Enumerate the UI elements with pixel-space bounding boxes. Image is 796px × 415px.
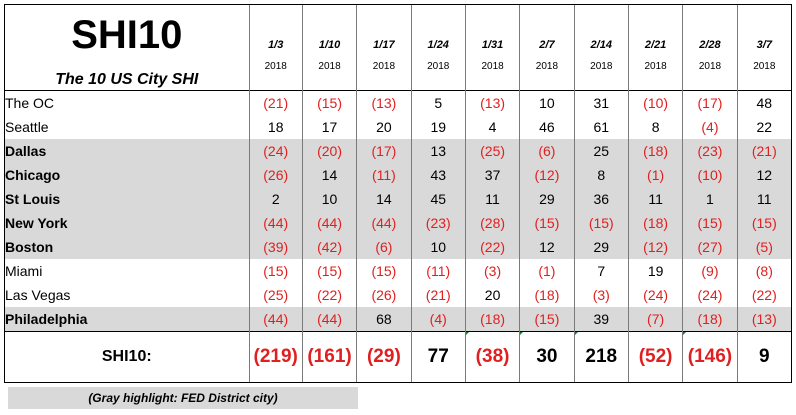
city-name: Boston xyxy=(5,235,250,259)
total-value-text: 30 xyxy=(536,346,558,367)
total-value xyxy=(683,332,737,383)
date-label: 1/3 xyxy=(268,39,284,51)
total-value xyxy=(249,332,302,383)
total-value-text: 9 xyxy=(759,346,770,367)
shi-value: 17 xyxy=(302,115,356,139)
shi-value: (44) xyxy=(249,211,302,235)
shi-value: (15) xyxy=(737,211,791,235)
table-row xyxy=(5,91,792,116)
year-label: 2018 xyxy=(427,61,450,72)
table-row xyxy=(5,139,792,163)
shi-value: (8) xyxy=(737,259,791,283)
shi-value: (4) xyxy=(683,115,737,139)
date-label: 1/10 xyxy=(318,39,341,51)
table-row xyxy=(5,163,792,187)
shi-value: (10) xyxy=(683,163,737,187)
shi-value: (13) xyxy=(357,91,411,116)
shi-value: (18) xyxy=(628,211,682,235)
date-header xyxy=(302,5,356,91)
total-value-text: (146) xyxy=(687,346,733,367)
shi-value: 11 xyxy=(737,187,791,211)
shi-value: 25 xyxy=(574,139,628,163)
shi-value: (25) xyxy=(465,139,519,163)
shi-value: 20 xyxy=(465,283,519,307)
shi-value: (22) xyxy=(737,283,791,307)
shi-value: 61 xyxy=(574,115,628,139)
shi-value: 12 xyxy=(737,163,791,187)
shi-value: (15) xyxy=(520,211,574,235)
shi-value: 45 xyxy=(411,187,465,211)
cell-comment-marker-icon xyxy=(574,332,579,337)
shi-value: 31 xyxy=(574,91,628,116)
total-value xyxy=(737,332,791,383)
city-name: Seattle xyxy=(5,115,250,139)
date-header xyxy=(574,5,628,91)
page-title: SHI10 xyxy=(71,13,183,57)
date-label: 1/17 xyxy=(373,39,395,51)
shi-value: (13) xyxy=(465,91,519,116)
shi-value: (15) xyxy=(302,91,356,116)
shi-value: (15) xyxy=(520,307,574,332)
totals-label: SHI10: xyxy=(5,332,250,383)
year-label: 2018 xyxy=(753,61,776,72)
city-name: Chicago xyxy=(5,163,250,187)
shi-value: (44) xyxy=(302,307,356,332)
shi-value: (20) xyxy=(302,139,356,163)
date-header xyxy=(628,5,682,91)
shi-value: (5) xyxy=(737,235,791,259)
date-label: 1/31 xyxy=(481,39,504,51)
shi-value: 36 xyxy=(574,187,628,211)
table-row xyxy=(5,307,792,332)
total-value-text: (52) xyxy=(638,346,673,367)
total-value xyxy=(574,332,628,383)
shi-value: 7 xyxy=(574,259,628,283)
date-header xyxy=(357,5,411,91)
legend-note: (Gray highlight: FED District city) xyxy=(8,387,358,409)
shi-value: (44) xyxy=(357,211,411,235)
shi-value: (22) xyxy=(465,235,519,259)
total-value xyxy=(357,332,411,383)
shi-value: (7) xyxy=(628,307,682,332)
city-name: Las Vegas xyxy=(5,283,250,307)
title-cell xyxy=(5,5,250,91)
shi-value: 19 xyxy=(411,115,465,139)
date-header xyxy=(411,5,465,91)
shi-value: (12) xyxy=(628,235,682,259)
date-label: 3/7 xyxy=(756,39,772,51)
total-value xyxy=(411,332,465,383)
header-row xyxy=(5,5,792,91)
total-value xyxy=(302,332,356,383)
shi-value: (13) xyxy=(737,307,791,332)
shi-value: (23) xyxy=(683,139,737,163)
shi-value: 37 xyxy=(465,163,519,187)
shi-value: (18) xyxy=(465,307,519,332)
shi-value: 13 xyxy=(411,139,465,163)
city-name: Dallas xyxy=(5,139,250,163)
shi-value: 68 xyxy=(357,307,411,332)
shi-value: (24) xyxy=(249,139,302,163)
shi-value: (21) xyxy=(411,283,465,307)
date-header xyxy=(520,5,574,91)
shi-value: 18 xyxy=(249,115,302,139)
shi-value: 2 xyxy=(249,187,302,211)
date-header xyxy=(683,5,737,91)
shi-value: (24) xyxy=(683,283,737,307)
shi-value: 4 xyxy=(465,115,519,139)
year-label: 2018 xyxy=(535,61,559,72)
cell-comment-marker-icon xyxy=(465,332,470,337)
city-name: Philadelphia xyxy=(5,307,250,332)
shi-value: 8 xyxy=(628,115,682,139)
year-label: 2018 xyxy=(372,61,396,72)
shi-value: (24) xyxy=(628,283,682,307)
date-label: 2/7 xyxy=(539,39,555,51)
date-header xyxy=(249,5,302,91)
shi-value: (18) xyxy=(520,283,574,307)
shi-value: (26) xyxy=(249,163,302,187)
shi-value: (12) xyxy=(520,163,574,187)
shi-value: (23) xyxy=(411,211,465,235)
shi-value: (17) xyxy=(683,91,737,116)
shi-value: 1 xyxy=(683,187,737,211)
date-label: 1/24 xyxy=(427,39,449,51)
shi-value: (21) xyxy=(249,91,302,116)
shi-value: (44) xyxy=(249,307,302,332)
shi-value: (15) xyxy=(302,259,356,283)
shi-value: (26) xyxy=(357,283,411,307)
shi-value: 10 xyxy=(411,235,465,259)
shi-value: 39 xyxy=(574,307,628,332)
shi-value: 46 xyxy=(520,115,574,139)
shi-value: 19 xyxy=(628,259,682,283)
shi-value: (15) xyxy=(249,259,302,283)
shi-value: 14 xyxy=(302,163,356,187)
shi-value: 11 xyxy=(628,187,682,211)
shi-value: 11 xyxy=(465,187,519,211)
shi-value: (1) xyxy=(628,163,682,187)
shi-value: (15) xyxy=(683,211,737,235)
date-label: 2/14 xyxy=(590,39,612,51)
year-label: 2018 xyxy=(644,61,667,72)
shi-value: 29 xyxy=(520,187,574,211)
city-name: St Louis xyxy=(5,187,250,211)
cell-comment-marker-icon xyxy=(683,332,688,337)
shi-value: (42) xyxy=(302,235,356,259)
cell-comment-marker-icon xyxy=(520,332,525,337)
table-row xyxy=(5,235,792,259)
total-value xyxy=(628,332,682,383)
page-subtitle: The 10 US City SHI xyxy=(55,71,199,88)
city-name: The OC xyxy=(5,91,250,116)
shi-value: (25) xyxy=(249,283,302,307)
shi-value: (27) xyxy=(683,235,737,259)
totals-row xyxy=(5,332,792,383)
shi-value: (15) xyxy=(574,211,628,235)
shi-value: 20 xyxy=(357,115,411,139)
table-row xyxy=(5,115,792,139)
shi-value: 48 xyxy=(737,91,791,116)
table-row xyxy=(5,187,792,211)
shi-value: 10 xyxy=(302,187,356,211)
shi-value: (21) xyxy=(737,139,791,163)
shi-value: (22) xyxy=(302,283,356,307)
shi-value: (18) xyxy=(683,307,737,332)
total-value xyxy=(520,332,574,383)
shi-value: (39) xyxy=(249,235,302,259)
city-name: New York xyxy=(5,211,250,235)
shi-value: (6) xyxy=(357,235,411,259)
shi-value: 14 xyxy=(357,187,411,211)
shi-value: (44) xyxy=(302,211,356,235)
shi-value: 22 xyxy=(737,115,791,139)
total-value-text: (38) xyxy=(475,346,510,367)
shi-value: 43 xyxy=(411,163,465,187)
shi-value: 10 xyxy=(520,91,574,116)
year-label: 2018 xyxy=(590,61,613,72)
shi-value: (17) xyxy=(357,139,411,163)
shi10-table xyxy=(4,4,792,383)
city-name: Miami xyxy=(5,259,250,283)
total-value xyxy=(465,332,519,383)
shi-value: (9) xyxy=(683,259,737,283)
shi-value: (11) xyxy=(411,259,465,283)
shi-value: (15) xyxy=(357,259,411,283)
shi-value: (10) xyxy=(628,91,682,116)
shi-value: 12 xyxy=(520,235,574,259)
date-label: 2/21 xyxy=(644,39,667,51)
shi-value: (6) xyxy=(520,139,574,163)
table-row xyxy=(5,259,792,283)
shi-value: (1) xyxy=(520,259,574,283)
total-value-text: (219) xyxy=(253,346,298,367)
total-value-text: 77 xyxy=(427,346,449,367)
shi-value: 8 xyxy=(574,163,628,187)
date-label: 2/28 xyxy=(699,39,721,51)
shi-value: (3) xyxy=(465,259,519,283)
year-label: 2018 xyxy=(698,61,722,72)
date-header xyxy=(737,5,791,91)
total-value-text: (161) xyxy=(307,346,352,367)
date-header xyxy=(465,5,519,91)
total-value-text: 218 xyxy=(585,346,618,367)
shi-value: 29 xyxy=(574,235,628,259)
table-row xyxy=(5,211,792,235)
total-value-text: (29) xyxy=(366,346,401,367)
year-label: 2018 xyxy=(318,61,341,72)
table-row xyxy=(5,283,792,307)
shi-value: (28) xyxy=(465,211,519,235)
shi-value: (11) xyxy=(357,163,411,187)
shi-value: (18) xyxy=(628,139,682,163)
shi-value: (4) xyxy=(411,307,465,332)
year-label: 2018 xyxy=(264,61,287,72)
year-label: 2018 xyxy=(481,61,504,72)
shi-value: (3) xyxy=(574,283,628,307)
shi-value: 5 xyxy=(411,91,465,116)
